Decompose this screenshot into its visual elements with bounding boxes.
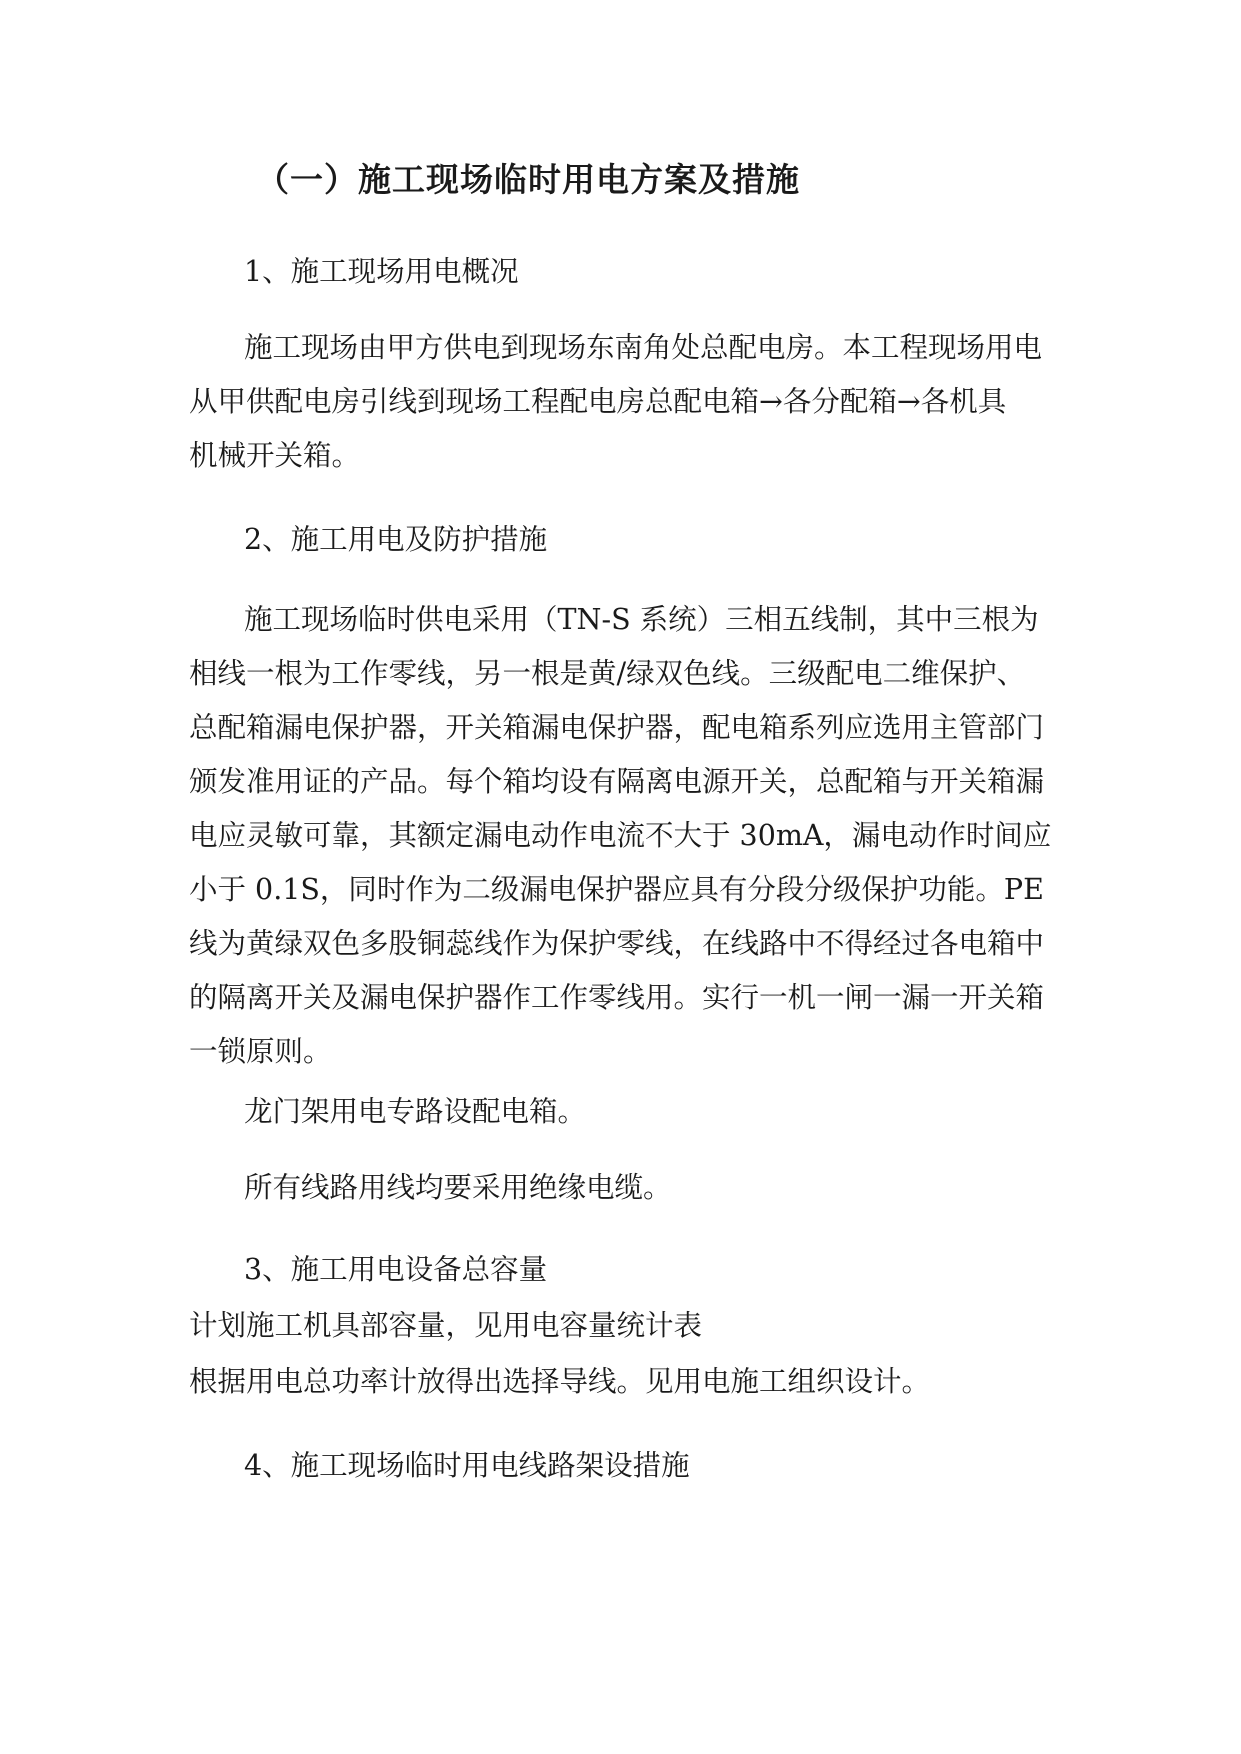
section-2-paragraph-line: 所有线路用线均要采用绝缘电缆。	[244, 1171, 672, 1204]
section-2-paragraph-line: 电应灵敏可靠，其额定漏电动作电流不大于 30mA，漏电动作时间应	[189, 819, 1052, 852]
section-1-paragraph-line: 机械开关箱。	[189, 439, 361, 472]
section-3-heading: 3、施工用电设备总容量	[244, 1253, 548, 1286]
section-1-heading: 1、施工现场用电概况	[244, 255, 519, 288]
section-2-paragraph-line: 龙门架用电专路设配电箱。	[244, 1095, 587, 1128]
section-1-paragraph-line: 施工现场由甲方供电到现场东南角处总配电房。本工程现场用电	[244, 331, 1043, 364]
section-2-paragraph-line: 的隔离开关及漏电保护器作工作零线用。实行一机一闸一漏一开关箱	[189, 981, 1045, 1014]
section-2-paragraph-line: 施工现场临时供电采用（TN-S 系统）三相五线制，其中三根为	[244, 603, 1039, 636]
section-3-paragraph-line: 根据用电总功率计放得出选择导线。见用电施工组织设计。	[189, 1365, 931, 1398]
section-2-paragraph-line: 颁发准用证的产品。每个箱均设有隔离电源开关，总配箱与开关箱漏	[189, 765, 1045, 798]
section-2-paragraph-line: 一锁原则。	[189, 1035, 332, 1068]
section-3-paragraph-line: 计划施工机具部容量，见用电容量统计表	[189, 1309, 703, 1342]
section-2-paragraph-line: 相线一根为工作零线，另一根是黄/绿双色线。三级配电二维保护、	[189, 657, 1026, 690]
section-2-paragraph-line: 总配箱漏电保护器，开关箱漏电保护器，配电箱系列应选用主管部门	[189, 711, 1045, 744]
document-title: （一）施工现场临时用电方案及措施	[256, 160, 800, 199]
section-4-heading: 4、施工现场临时用电线路架设措施	[244, 1449, 690, 1482]
section-1-paragraph-line: 从甲供配电房引线到现场工程配电房总配电箱→各分配箱→各机具	[189, 385, 1007, 418]
section-2-heading: 2、施工用电及防护措施	[244, 523, 548, 556]
section-2-paragraph-line: 线为黄绿双色多股铜蕊线作为保护零线，在线路中不得经过各电箱中	[189, 927, 1045, 960]
section-2-paragraph-line: 小于 0.1S，同时作为二级漏电保护器应具有分段分级保护功能。PE	[189, 873, 1044, 906]
